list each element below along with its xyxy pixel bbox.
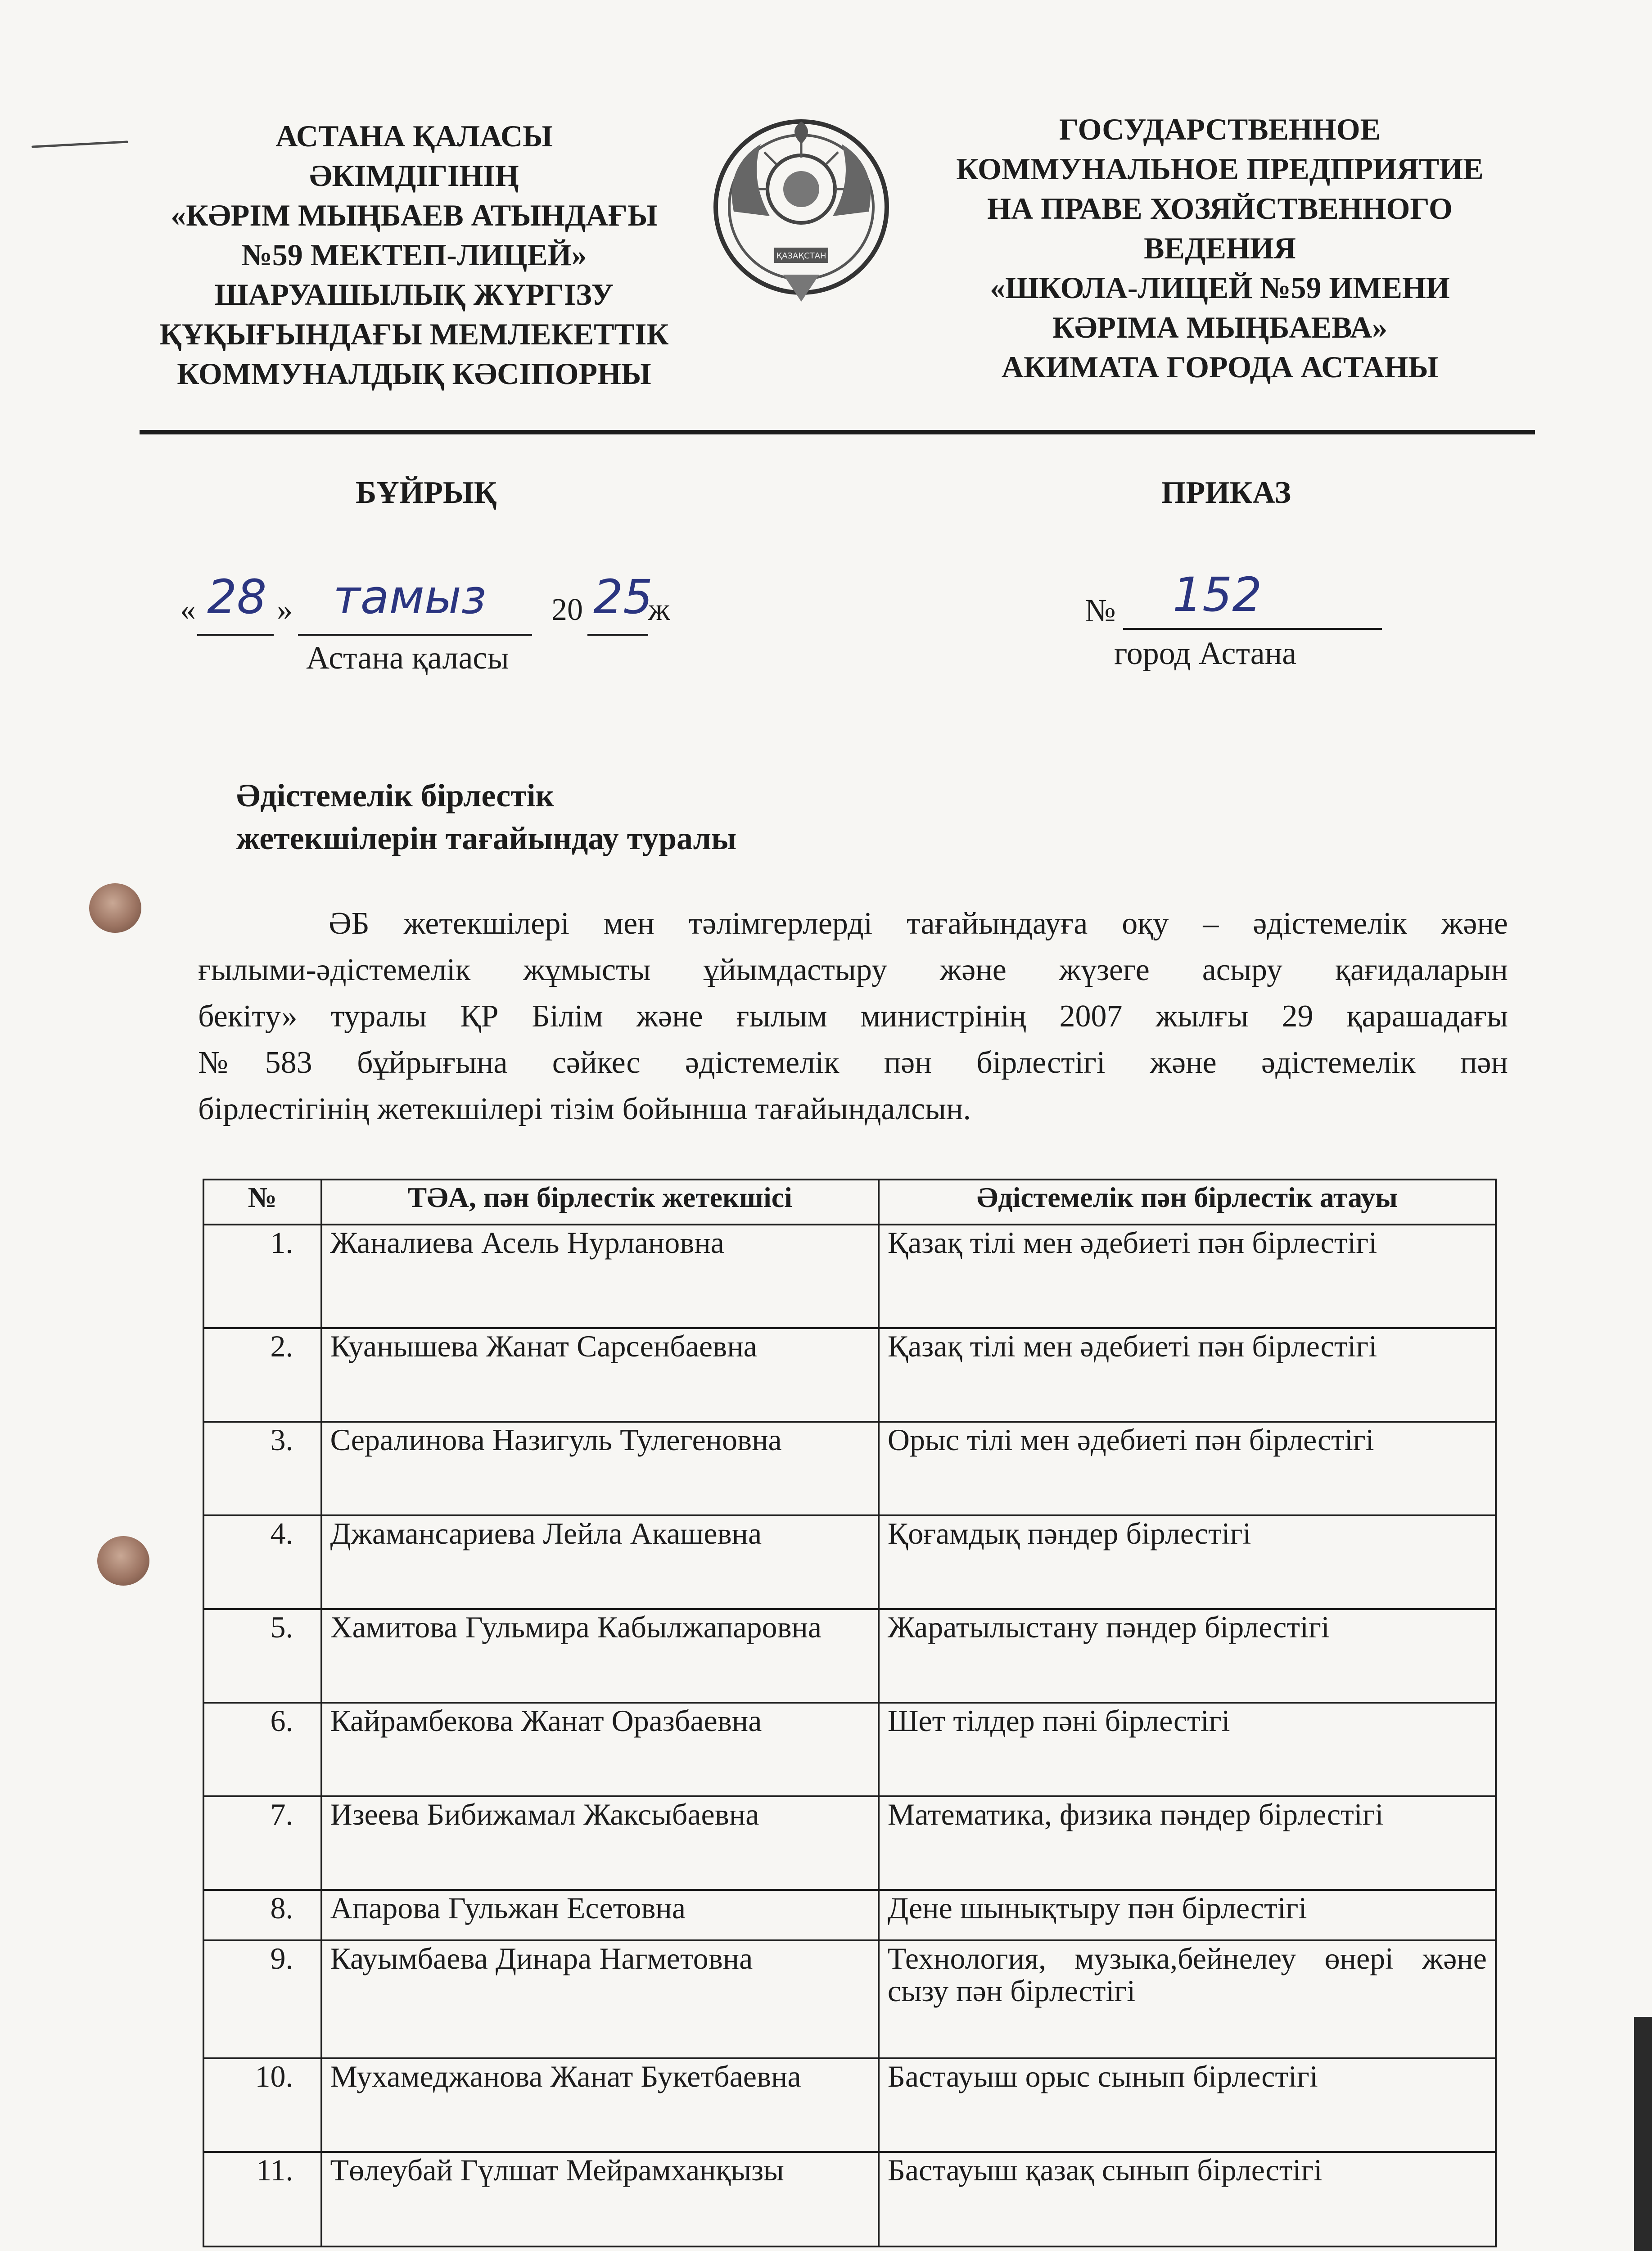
row-number: 8. bbox=[203, 1890, 321, 1940]
date-day: 28 bbox=[207, 570, 267, 624]
table-row bbox=[203, 2152, 1496, 2246]
row-leader-name: Кайрамбекова Жанат Оразбаевна bbox=[321, 1703, 879, 1796]
subject-line-2: жетекшілерін тағайындау туралы bbox=[236, 820, 737, 856]
year-suffix: 25 bbox=[593, 570, 653, 624]
header-kz-line: ШАРУАШЫЛЫҚ ЖҮРГІЗУ bbox=[214, 277, 614, 312]
header-ru-line: «ШКОЛА-ЛИЦЕЙ №59 ИМЕНИ bbox=[990, 271, 1450, 305]
punch-hole-bottom bbox=[97, 1536, 149, 1586]
row-department: Орыс тілі мен әдебиеті пән бірлестігі bbox=[879, 1422, 1496, 1515]
col-header-dept: Әдістемелік пән бірлестік атауы bbox=[879, 1180, 1496, 1225]
row-number: 10. bbox=[203, 2058, 321, 2152]
table-row bbox=[203, 1225, 1496, 1328]
body-line: №583 бұйрығына сәйкес әдістемелік пән бірлестігі және әдістемелік пән bbox=[198, 1045, 1508, 1080]
date-month: тамыз bbox=[333, 570, 487, 624]
date-close-wrap bbox=[277, 592, 293, 628]
year-unit-wrap bbox=[648, 592, 670, 628]
row-number: 6. bbox=[203, 1703, 321, 1796]
row-leader-name: Апарова Гульжан Есетовна bbox=[321, 1890, 879, 1940]
row-leader-name: Сералинова Назигуль Тулегеновна bbox=[321, 1422, 879, 1515]
table-row bbox=[203, 1940, 1496, 2058]
background-edge bbox=[1634, 2017, 1652, 2251]
header-kz-line: №59 МЕКТЕП-ЛИЦЕЙ» bbox=[241, 238, 587, 272]
header-kz-line: КОММУНАЛДЫҚ КӘСІПОРНЫ bbox=[177, 357, 651, 391]
row-leader-name: Джамансариева Лейла Акашевна bbox=[321, 1515, 879, 1609]
col-header-number: № bbox=[203, 1180, 321, 1225]
row-number: 11. bbox=[203, 2152, 321, 2246]
body-line: ӘБ жетекшілері мен тәлімгерлерді тағайындауға оқу – әдістемелік және bbox=[329, 906, 1508, 941]
row-number: 3. bbox=[203, 1422, 321, 1515]
punch-hole-top bbox=[89, 883, 141, 933]
row-department: Дене шынықтыру пән бірлестігі bbox=[879, 1890, 1496, 1940]
header-divider bbox=[140, 430, 1535, 434]
date-open-quote: « bbox=[180, 592, 196, 627]
table-row bbox=[203, 1422, 1496, 1515]
number-line bbox=[1123, 628, 1382, 630]
header-kz bbox=[122, 116, 707, 393]
year-prefix-wrap bbox=[551, 592, 583, 628]
row-leader-name: Төлеубай Гүлшат Мейрамханқызы bbox=[321, 2152, 879, 2246]
row-leader-name: Кауымбаева Динара Нагметовна bbox=[321, 1940, 879, 2058]
header-ru-line: НА ПРАВЕ ХОЗЯЙСТВЕННОГО bbox=[987, 191, 1453, 226]
header-kz-line: ӘКІМДІГІНІҢ bbox=[309, 158, 519, 193]
date-day-line bbox=[197, 634, 274, 636]
row-leader-name: Хамитова Гульмира Кабылжапаровна bbox=[321, 1609, 879, 1703]
header-ru-line: ВЕДЕНИЯ bbox=[1144, 231, 1296, 265]
col-header-name: ТӘА, пән бірлестік жетекшісі bbox=[321, 1180, 879, 1225]
table-header-row bbox=[203, 1180, 1496, 1225]
row-department: Технология, музыка,бейнелеу өнері және сызу пән бірлестігі bbox=[879, 1940, 1496, 2058]
year-unit: ж bbox=[648, 592, 670, 627]
row-number: 7. bbox=[203, 1796, 321, 1890]
row-department: Математика, физика пәндер бірлестігі bbox=[879, 1796, 1496, 1890]
row-number: 1. bbox=[203, 1225, 321, 1328]
table-row bbox=[203, 1609, 1496, 1703]
header-kz-line: АСТАНА ҚАЛАСЫ bbox=[275, 119, 553, 153]
number-label: № bbox=[1085, 592, 1116, 628]
row-department: Бастауыш қазақ сынып бірлестігі bbox=[879, 2152, 1496, 2246]
row-department: Қоғамдық пәндер бірлестігі bbox=[879, 1515, 1496, 1609]
order-date bbox=[180, 592, 196, 628]
table-row bbox=[203, 1890, 1496, 1940]
order-body bbox=[198, 900, 1508, 1132]
row-department: Бастауыш орыс сынып бірлестігі bbox=[879, 2058, 1496, 2152]
state-emblem-icon bbox=[707, 113, 896, 311]
order-subject bbox=[236, 774, 736, 860]
emblem-text: ҚАЗАҚСТАН bbox=[776, 251, 826, 261]
table-row bbox=[203, 1515, 1496, 1609]
city-kz: Астана қаласы bbox=[306, 640, 509, 676]
pen-mark bbox=[32, 140, 128, 148]
row-leader-name: Изеева Бибижамал Жаксыбаевна bbox=[321, 1796, 879, 1890]
body-line: бекіту» туралы ҚР Білім және ғылым министрінің 2007 жылғы 29 қарашадағы bbox=[198, 999, 1508, 1034]
row-department: Қазақ тілі мен әдебиеті пән бірлестігі bbox=[879, 1328, 1496, 1422]
order-number bbox=[1085, 567, 1262, 629]
header-ru-line: АКИМАТА ГОРОДА АСТАНЫ bbox=[1001, 350, 1439, 384]
row-department: Қазақ тілі мен әдебиеті пән бірлестігі bbox=[879, 1225, 1496, 1328]
order-number-value: 152 bbox=[1173, 567, 1262, 622]
row-leader-name: Мухамеджанова Жанат Букетбаевна bbox=[321, 2058, 879, 2152]
header-ru-line: КӘРІМА МЫҢБАЕВА» bbox=[1052, 310, 1388, 344]
header-kz-line: «КӘРІМ МЫҢБАЕВ АТЫНДАҒЫ bbox=[171, 198, 658, 232]
leaders-table bbox=[203, 1179, 1497, 2247]
row-department: Шет тілдер пәні бірлестігі bbox=[879, 1703, 1496, 1796]
body-line: бірлестігінің жетекшілері тізім бойынша тағайындалсын. bbox=[198, 1092, 971, 1126]
order-title-kz: БҰЙРЫҚ bbox=[356, 475, 497, 510]
order-title-ru: ПРИКАЗ bbox=[1161, 475, 1291, 510]
body-line: ғылыми-әдістемелік жұмысты ұйымдастыру және жүзеге асыру қағидаларын bbox=[198, 953, 1508, 987]
row-department: Жаратылыстану пәндер бірлестігі bbox=[879, 1609, 1496, 1703]
row-number: 9. bbox=[203, 1940, 321, 2058]
table-row bbox=[203, 1328, 1496, 1422]
row-leader-name: Жаналиева Асель Нурлановна bbox=[321, 1225, 879, 1328]
header-ru bbox=[927, 109, 1512, 387]
row-leader-name: Куанышева Жанат Сарсенбаевна bbox=[321, 1328, 879, 1422]
table-row bbox=[203, 1796, 1496, 1890]
header-ru-line: КОММУНАЛЬНОЕ ПРЕДПРИЯТИЕ bbox=[956, 152, 1484, 186]
year-prefix: 20 bbox=[551, 592, 583, 627]
table-row bbox=[203, 1703, 1496, 1796]
header-kz-line: ҚҰҚЫҒЫНДАҒЫ МЕМЛЕКЕТТІК bbox=[159, 317, 669, 351]
row-number: 2. bbox=[203, 1328, 321, 1422]
date-month-line bbox=[298, 634, 532, 636]
row-number: 4. bbox=[203, 1515, 321, 1609]
header-ru-line: ГОСУДАРСТВЕННОЕ bbox=[1059, 112, 1381, 146]
city-ru: город Астана bbox=[1114, 635, 1297, 671]
year-line bbox=[587, 634, 648, 636]
row-number: 5. bbox=[203, 1609, 321, 1703]
subject-line-1: Әдістемелік бірлестік bbox=[236, 777, 555, 814]
date-close-quote: » bbox=[277, 592, 293, 627]
table-row bbox=[203, 2058, 1496, 2152]
